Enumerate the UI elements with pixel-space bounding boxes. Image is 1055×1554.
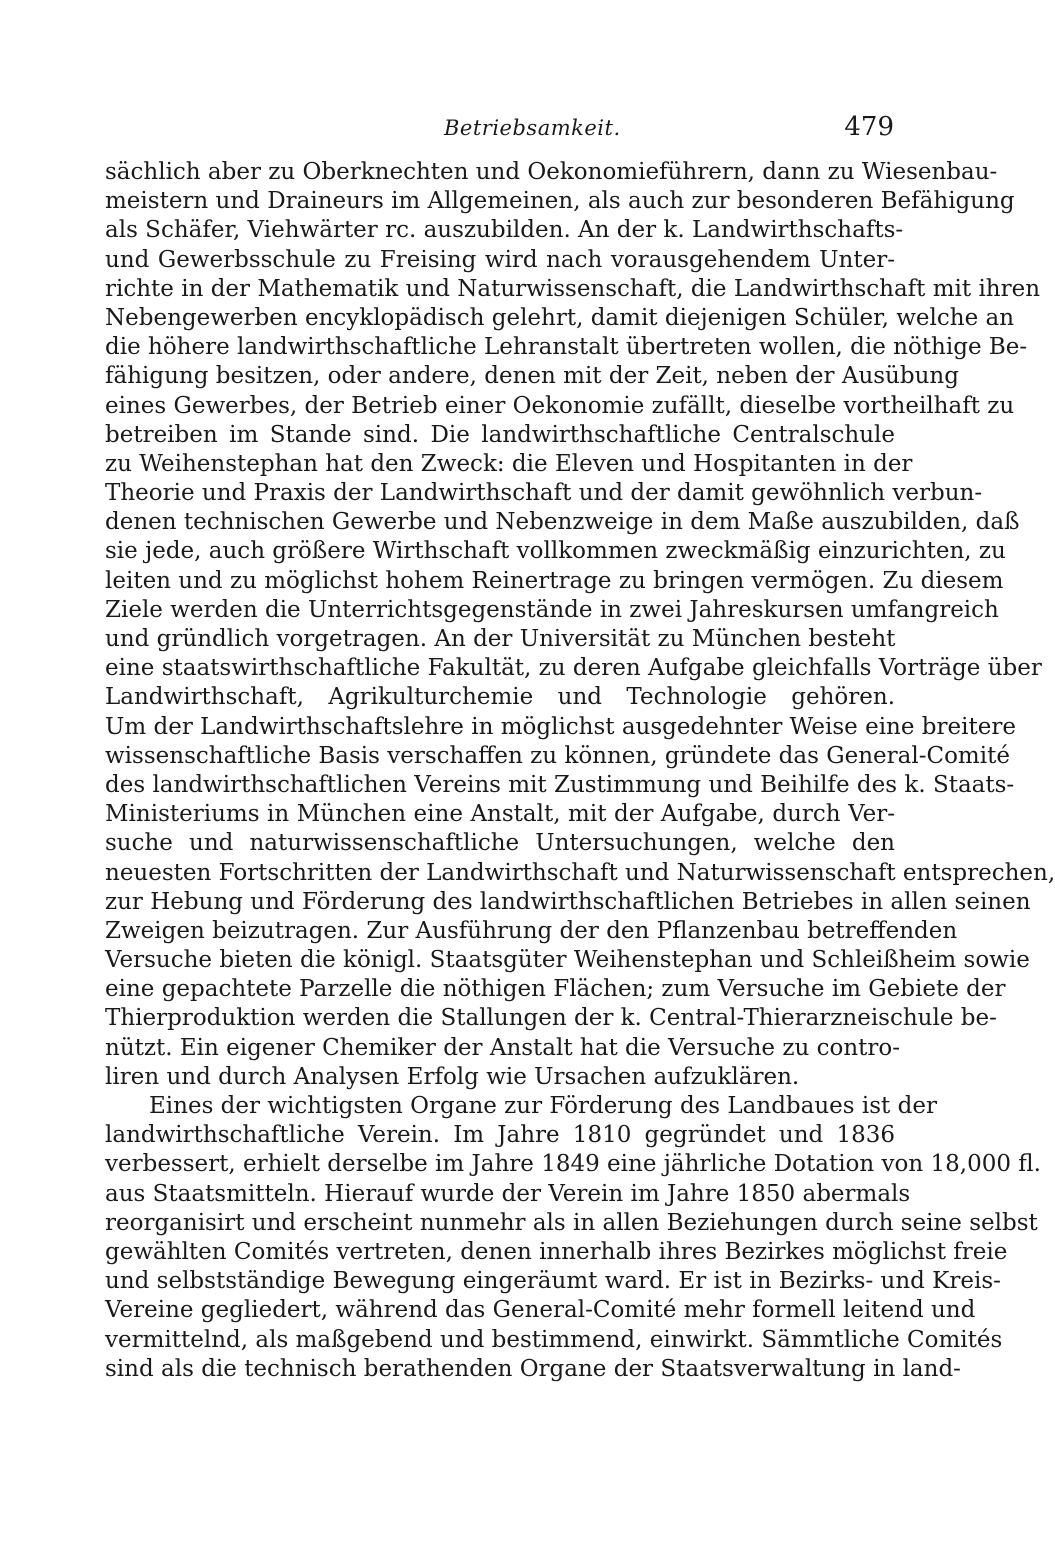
text-line: Ministeriums in München eine Anstalt, mit der Aufgabe, durch Ver-: [105, 801, 895, 828]
text-line: gewählten Comités vertreten, denen innerhalb ihres Bezirkes möglichst freie: [105, 1238, 1008, 1265]
text-line: zur Hebung und Förderung des landwirthschaftlichen Betriebes in allen seinen: [105, 888, 1031, 915]
body-text: [105, 158, 1055, 1384]
text-line: landwirthschaftliche Verein. Im Jahre 1810 gegründet und 1836: [105, 1122, 895, 1149]
text-line: sächlich aber zu Oberknechten und Oekonomieführern, dann zu Wiesenbau-: [105, 159, 998, 185]
text-line: und Gewerbsschule zu Freising wird nach vorausgehendem Unter-: [105, 246, 895, 273]
text-line: richte in der Mathematik und Naturwissenschaft, die Landwirthschaft mit ihren: [105, 275, 1041, 302]
text-line: eine gepachtete Parzelle die nöthigen Flächen; zum Versuche im Gebiete der: [105, 976, 1006, 1003]
text-line: Nebengewerben encyklopädisch gelehrt, damit diejenigen Schüler, welche an: [105, 304, 1015, 331]
text-line: Um der Landwirthschaftslehre in möglichst ausgedehnter Weise eine breitere: [105, 713, 1016, 740]
text-line: suche und naturwissenschaftliche Untersuchungen, welche den: [105, 830, 895, 857]
page-number: 479: [844, 112, 894, 142]
text-line: des landwirthschaftlichen Vereins mit Zustimmung und Beihilfe des k. Staats-: [105, 771, 1015, 798]
text-line: Zweigen beizutragen. Zur Ausführung der den Pflanzenbau betreffenden: [105, 917, 958, 944]
text-line: leiten und zu möglichst hohem Reinertrage zu bringen vermögen. Zu diesem: [105, 567, 1004, 594]
text-line: und selbstständige Bewegung eingeräumt ward. Er ist in Bezirks- und Kreis-: [105, 1268, 1001, 1295]
text-line: Versuche bieten die königl. Staatsgüter Weihenstephan und Schleißheim sowie: [105, 947, 1030, 974]
text-line: nützt. Ein eigener Chemiker der Anstalt hat die Versuche zu contro-: [105, 1034, 900, 1061]
text-line: reorganisirt und erscheint nunmehr als in allen Beziehungen durch seine selbst: [105, 1209, 1038, 1236]
text-line: neuesten Fortschritten der Landwirthschaft und Naturwissenschaft entsprechen,: [105, 859, 1055, 886]
text-line: sind als die technisch berathenden Organe der Staatsverwaltung in land-: [105, 1355, 961, 1382]
text-line: sie jede, auch größere Wirthschaft vollkommen zweckmäßig einzurichten, zu: [105, 538, 1006, 565]
text-line: wissenschaftliche Basis verschaffen zu können, gründete das General-Comité: [105, 742, 1010, 769]
text-line: denen technischen Gewerbe und Nebenzweige in dem Maße auszubilden, daß: [105, 509, 1020, 536]
text-line: und gründlich vorgetragen. An der Universität zu München besteht: [105, 626, 896, 652]
text-line: eine staatswirthschaftliche Fakultät, zu deren Aufgabe gleichfalls Vorträge über: [105, 655, 1042, 682]
text-line: Thierproduktion werden die Stallungen der k. Central-Thierarzneischule be-: [105, 1005, 997, 1032]
text-line: verbessert, erhielt derselbe im Jahre 1849 eine jährliche Dotation von 18,000 fl.: [105, 1151, 1041, 1178]
text-line: zu Weihenstephan hat den Zweck: die Eleven und Hospitanten in der: [105, 450, 913, 477]
running-head: Betriebsamkeit.: [444, 116, 621, 140]
text-line: fähigung besitzen, oder andere, denen mit der Zeit, neben der Ausübung: [105, 363, 959, 390]
text-line: die höhere landwirthschaftliche Lehranstalt übertreten wollen, die nöthige Be-: [105, 334, 1028, 361]
text-line: Eines der wichtigsten Organe zur Förderung des Landbaues ist der: [149, 1093, 937, 1119]
text-line: betreiben im Stande sind. Die landwirthschaftliche Centralschule: [105, 421, 895, 448]
text-line: Landwirthschaft, Agrikulturchemie und Technologie gehören.: [105, 684, 895, 711]
text-line: aus Staatsmitteln. Hierauf wurde der Verein im Jahre 1850 abermals: [105, 1180, 911, 1207]
text-line: meistern und Draineurs im Allgemeinen, als auch zur besonderen Befähigung: [105, 188, 1015, 215]
text-line: Ziele werden die Unterrichtsgegenstände in zwei Jahreskursen umfangreich: [105, 596, 999, 623]
text-line: vermittelnd, als maßgebend und bestimmend, einwirkt. Sämmtliche Comités: [105, 1326, 1003, 1353]
text-line: Vereine gegliedert, während das General-Comité mehr formell leitend und: [105, 1297, 976, 1324]
text-line: als Schäfer, Viehwärter rc. auszubilden. An der k. Landwirthschafts-: [105, 217, 904, 244]
text-line: eines Gewerbes, der Betrieb einer Oekonomie zufällt, dieselbe vortheilhaft zu: [105, 392, 1015, 419]
text-line: Theorie und Praxis der Landwirthschaft und der damit gewöhnlich verbun-: [105, 480, 983, 507]
text-line: liren und durch Analysen Erfolg wie Ursachen aufzuklären.: [105, 1063, 800, 1090]
